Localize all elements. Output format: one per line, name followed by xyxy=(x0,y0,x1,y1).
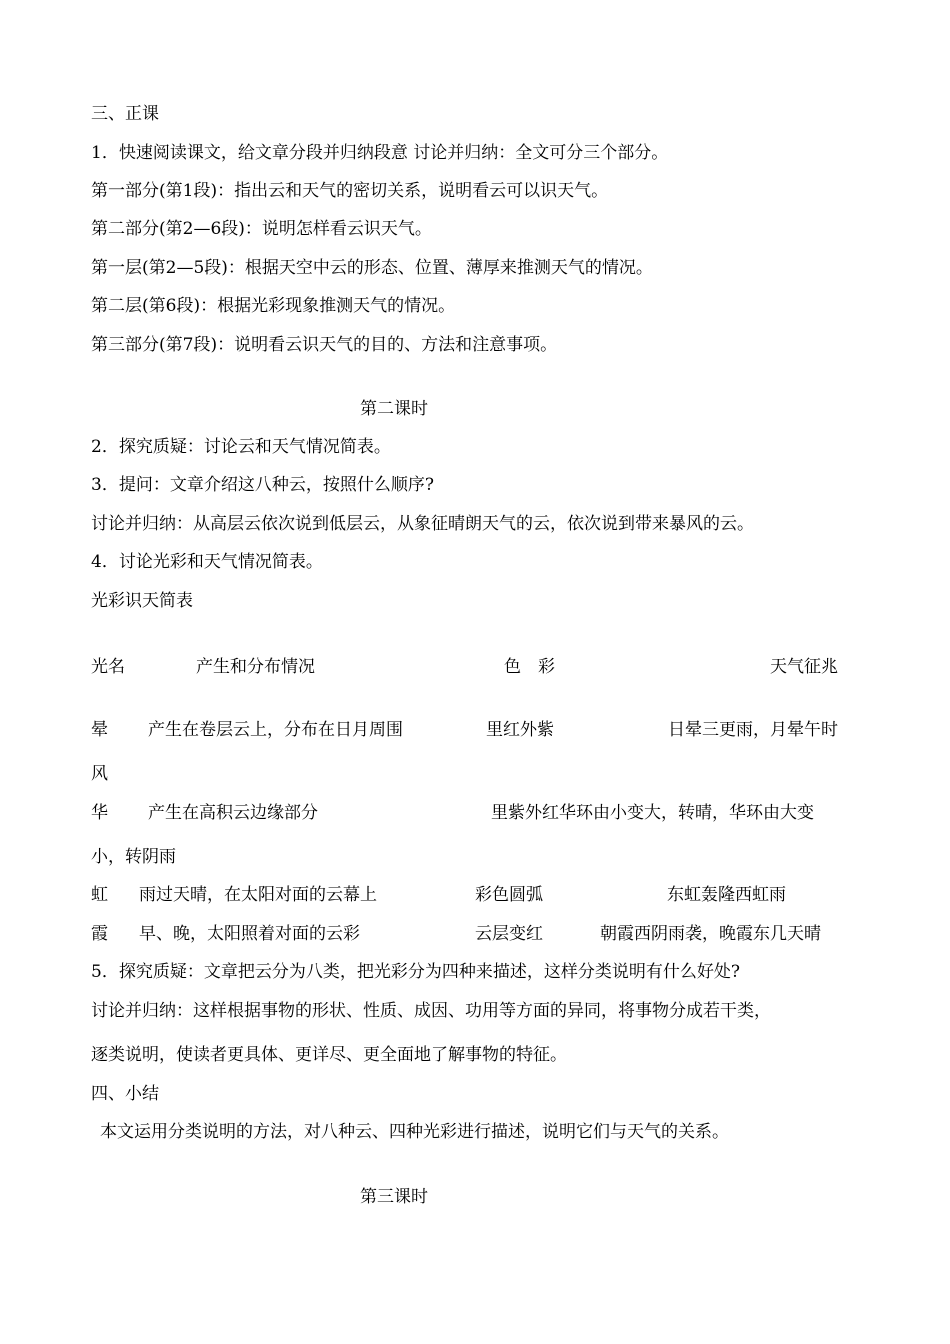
table-cell: 霞 xyxy=(91,924,108,944)
paragraph: 1．快速阅读课文，给文章分段并归纳段意 讨论并归纳：全文可分三个部分。 xyxy=(91,143,669,163)
paragraph: 讨论并归纳：从高层云依次说到低层云，从象征晴朗天气的云，依次说到带来暴风的云。 xyxy=(91,514,754,534)
table-cell: 小，转阴雨 xyxy=(91,847,176,867)
section-heading: 三、正课 xyxy=(91,104,159,124)
table-cell: 里红外紫 xyxy=(486,720,554,740)
section-heading: 四、小结 xyxy=(91,1084,159,1104)
table-header-cell: 产生和分布情况 xyxy=(196,657,315,677)
paragraph: 第三部分(第7段)：说明看云识天气的目的、方法和注意事项。 xyxy=(91,335,558,355)
paragraph: 第一层(第2—5段)：根据天空中云的形态、位置、薄厚来推测天气的情况。 xyxy=(91,258,653,278)
table-cell: 日晕三更雨，月晕午时 xyxy=(668,720,838,740)
paragraph: 4．讨论光彩和天气情况简表。 xyxy=(91,552,323,572)
paragraph: 逐类说明，使读者更具体、更详尽、更全面地了解事物的特征。 xyxy=(91,1045,567,1065)
table-title: 光彩识天简表 xyxy=(91,591,193,611)
paragraph: 2．探究质疑：讨论云和天气情况简表。 xyxy=(91,437,391,457)
table-cell: 产生在卷层云上，分布在日月周围 xyxy=(148,720,403,740)
table-header-cell: 天气征兆 xyxy=(770,657,838,677)
lesson-title: 第二课时 xyxy=(360,399,428,419)
paragraph: 5．探究质疑：文章把云分为八类，把光彩分为四种来描述，这样分类说明有什么好处? xyxy=(91,962,740,982)
table-cell: 东虹轰隆西虹雨 xyxy=(667,885,786,905)
table-cell: 晕 xyxy=(91,720,108,740)
table-header-cell: 色 彩 xyxy=(504,657,555,677)
lesson-title: 第三课时 xyxy=(360,1187,428,1207)
table-cell: 风 xyxy=(91,764,108,784)
table-cell: 虹 xyxy=(91,885,108,905)
table-cell: 华环由小变大，转晴，华环由大变 xyxy=(559,803,814,823)
table-cell: 朝霞西阴雨袭，晚霞东几天晴 xyxy=(600,924,821,944)
paragraph: 3．提问：文章介绍这八种云，按照什么顺序? xyxy=(91,475,434,495)
table-cell: 云层变红 xyxy=(475,924,543,944)
table-cell: 雨过天晴，在太阳对面的云幕上 xyxy=(139,885,377,905)
paragraph: 第二部分(第2—6段)：说明怎样看云识天气。 xyxy=(91,219,432,239)
table-cell: 产生在高积云边缘部分 xyxy=(148,803,318,823)
table-cell: 华 xyxy=(91,803,108,823)
table-header-cell: 光名 xyxy=(91,657,125,677)
table-cell: 彩色圆弧 xyxy=(475,885,543,905)
paragraph: 第二层(第6段)：根据光彩现象推测天气的情况。 xyxy=(91,296,456,316)
paragraph: 讨论并归纳：这样根据事物的形状、性质、成因、功用等方面的异同，将事物分成若干类， xyxy=(91,1001,771,1021)
paragraph: 本文运用分类说明的方法，对八种云、四种光彩进行描述，说明它们与天气的关系。 xyxy=(100,1122,729,1142)
table-cell: 早、晚，太阳照着对面的云彩 xyxy=(139,924,360,944)
table-cell: 里紫外红 xyxy=(491,803,559,823)
paragraph: 第一部分(第1段)：指出云和天气的密切关系，说明看云可以识天气。 xyxy=(91,181,609,201)
